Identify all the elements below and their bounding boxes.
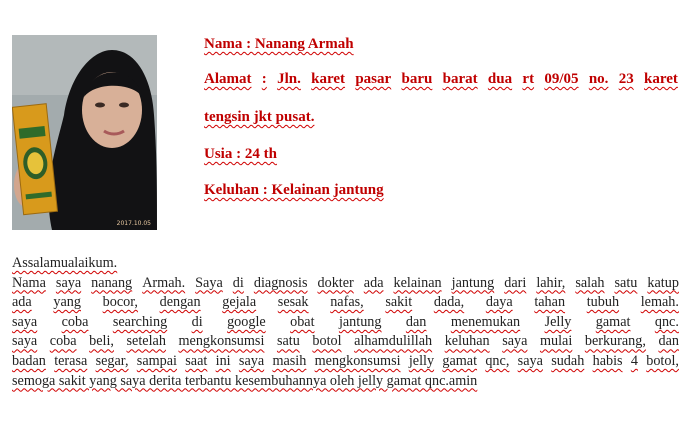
name-row bbox=[204, 36, 354, 53]
greeting: Assalamualaikum. bbox=[12, 255, 118, 271]
complaint-row bbox=[204, 182, 384, 199]
story-line-2: ada yang bocor, dengan gejala sesak nafas, sakit dada, daya tahan tubuh lemah. bbox=[12, 294, 679, 311]
address-row-2 bbox=[204, 109, 314, 126]
story-line-1: Nama saya nanang Armah. Saya di diagnosis dokter ada kelainan jantung dari lahir, salah satu katup bbox=[12, 274, 679, 291]
address-line-1: Alamat : Jln. karet pasar baru barat dua rt 09/05 no. 23 karet bbox=[204, 71, 678, 87]
story-line-5: badan terasa segar, sampai saat ini saya masih mengkonsumsi jelly gamat qnc, saya sudah habis 4 botol, bbox=[12, 352, 679, 369]
age-label: Usia : 24 th bbox=[204, 146, 277, 162]
complaint-label: Keluhan : Kelainan jantung bbox=[204, 182, 384, 198]
story-line-6: semoga sakit yang saya derita terbantu kesembuhannya oleh jelly gamat qnc.amin bbox=[12, 372, 478, 389]
testimonial-text bbox=[12, 254, 679, 391]
address-row-1 bbox=[204, 71, 678, 88]
photo-timestamp: 2017.10.05 bbox=[116, 220, 151, 227]
woman-holding-product-illustration bbox=[12, 35, 157, 230]
story-line-4: saya coba beli, setelah mengkonsumsi satu botol alhamdulillah keluhan saya mulai berkurang, dan bbox=[12, 333, 679, 350]
age-row bbox=[204, 146, 277, 163]
testimonial-photo bbox=[12, 35, 157, 230]
address-line-2: tengsin jkt pusat. bbox=[204, 109, 315, 125]
story-line-3: saya coba searching di google obat jantung dan menemukan Jelly gamat qnc. bbox=[12, 313, 679, 330]
greeting-line bbox=[12, 254, 679, 274]
name-label: Nama : Nanang Armah bbox=[204, 36, 354, 52]
